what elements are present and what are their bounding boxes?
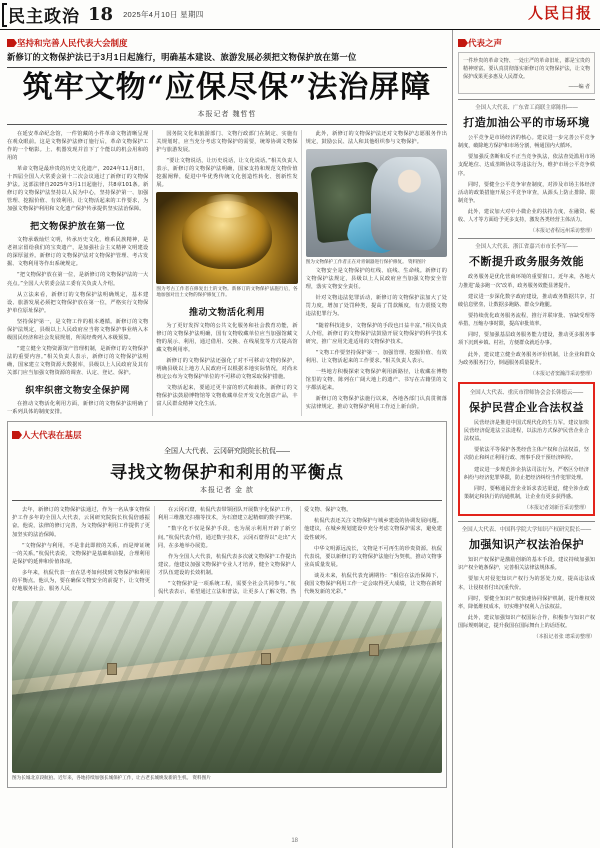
lead-paragraph: 文物安全是文物保护的红线、底线、生命线。新修订的文物保护法规定，县级以上人民政府应当加强文物安全管理，落实文物安全责任。: [305, 268, 447, 291]
lead-paragraph: 针对文物违法犯罪活动，新修订的文物保护法加大了处罚力度，增加了处罚种类，提高了罚款额度，有力震慑文物违法犯罪行为。: [305, 295, 447, 318]
voice-title: 保护民营企业合法权益: [469, 400, 584, 414]
voice-author: 全国人大代表、浙江省嘉兴市市长李军——: [458, 238, 595, 250]
lead-paragraph: “文物工作要坚持保护第一、加强管理、挖掘价值、有效利用、让文物活起来的工作要求。”相关负责人表示。: [305, 349, 447, 364]
grassroots-columns: [12, 506, 442, 597]
watchtower-detail: [369, 644, 379, 656]
great-wall-photo: [12, 601, 442, 781]
voices-editor-note: [458, 52, 595, 94]
lead-headline: 筑牢文物“应保尽保”法治屏障: [22, 70, 432, 106]
voice-paragraph: 此外，建议加大对中小微企业的扶持力度，在融资、税收、人才等方面给予更多支持，激发各类经营主体活力。: [458, 209, 595, 224]
great-wall-image: [12, 601, 442, 773]
grassroots-kicker: 全国人大代表、云冈研究院院长杭侃——: [164, 448, 290, 456]
lead-subheadline: 新修订的文物保护法已于3月1日起施行，明确基本建设、旅游发展必须把文物保护放在第一位: [7, 52, 447, 68]
main-content: [0, 30, 452, 848]
voice-paragraph: 同时，要健全公平竞争审查制度，对涉及市场主体经济活动的政策措施开展公平竞争审查，从源头上防止排除、限制竞争。: [458, 181, 595, 204]
voice-item-highlighted: [458, 382, 595, 516]
page-marker: 18: [291, 838, 298, 844]
masthead-bracket-icon: [2, 3, 7, 27]
photo-caption: 图为文物保护工作者正在对青铜器进行保护修复。 资料图片: [305, 258, 427, 264]
grassroots-paragraph: 谈及未来，杭侃代表充满期待：“相信在法治保障下，我国文物保护利用工作一定会取得更大成绩，让文物在新时代焕发新的光彩。”: [304, 572, 442, 595]
grassroots-title: 寻找文物保护和利用的平衡点: [110, 463, 344, 484]
section-flag-label: 人大代表在基层: [22, 430, 82, 441]
lead-paragraph: 国务院文化和旅游部门、文物行政部门在制定、实施有关规划时，应当充分考虑文物保护的需要，统筹协调文物保护与旅游发展。: [156, 130, 298, 153]
lead-subsection-title: 把文物保护放在第一位: [30, 222, 126, 233]
masthead-title: 民主政治: [8, 7, 80, 27]
lead-paragraph: 新修订的文物保护法还强化了对不可移动文物的保护，明确县级以上地方人民政府可以根据本地实际情况，对尚未核定公布为文物保护单位的不可移动文物采取保护措施。: [156, 358, 298, 381]
photo-caption: 图为考古工作者在修复出土的文物。新修订的文物保护法施行后，各地加强对出土文物的保护修复工作。: [156, 286, 298, 298]
voice-paragraph: 公平竞争是市场经济的核心。建议进一步完善公平竞争制度，破除地方保护和市场分割，畅通国内大循环。: [458, 135, 595, 150]
lead-paragraph: 革命文物是最珍贵的历史文化遗产，2024年11月8日，十四届全国人大常委会第十二次会议通过了新修订的文物保护法。这部法律自2025年3月1日起施行，共8章101条。新修订的文物保护法坚持以人民为中心，坚持保护第一、加强管理、挖掘价值、有效利用、让文物活起来的工作要求，为加强文物保护利用和文化遗产保护传承提供坚实法治保障。: [7, 165, 149, 213]
masthead-page-number: 18: [88, 4, 114, 25]
lead-paragraph: 文物承载灿烂文明，传承历史文化，维系民族精神，是老祖宗留给我们的宝贵遗产，是加强社会主义精神文明建设的深厚滋养。新修订的文物保护法对文物保护管理、考古发掘、文物利用等作出系统规定。: [7, 237, 149, 268]
voice-paragraph: 知识产权保护是激励创新的基本手段。建议持续加强知识产权全链条保护，完善相关法律法规体系。: [458, 557, 595, 572]
voice-paragraph: 要加强反垄断和反不正当竞争执法，依法查处滥用市场支配地位、达成垄断协议等违法行为，维护市场公平竞争秩序。: [458, 154, 595, 177]
lead-paragraph: 此外，新修订的文物保护法还对文物保护志愿服务作出规定，鼓励公民、法人和其他组织参与文物保护。: [305, 130, 447, 145]
grassroots-paragraph: 多年来，杭侃代表一直在思考如何找到文物保护和利用的平衡点。他认为，要在确保文物安全的前提下，让文物更好地服务社会、服务人民。: [12, 569, 150, 592]
grassroots-paragraph: “文物保护与利用，不是非此即彼的关系，而是辩证统一的关系。”杭侃代表说，文物保护是基础和前提，合理利用是保护的延伸和价值体现。: [12, 542, 150, 565]
voice-paragraph: 建议进一步深化数字政府建设，推动政务数据共享，打破信息壁垒，让数据多跑路、群众少跑腿。: [458, 293, 595, 308]
lead-paragraph: 一些地方积极探索文物保护利用新路径，让收藏在博物馆里的文物、陈列在广阔大地上的遗产、书写在古籍里的文字都活起来。: [305, 368, 447, 391]
voice-author: 全国人大代表、中国科学院大学知识产权研究院长——: [458, 521, 595, 533]
lead-paragraph: 文物活起来，要通过更丰富的形式和载体。新修订的文物保护法鼓励博物馆等文物收藏单位开发文化创意产品，丰富人民群众精神文化生活。: [156, 385, 298, 408]
editor-note-text: 一件珍贵的革命文物、一处庄严的革命旧址，都是宝贵的精神财富。要认真贯彻落实新修订的文物保护法，让文物保护成果更多惠及人民群众。: [463, 58, 590, 80]
watchtower-detail: [107, 663, 117, 675]
voice-paragraph: 此外，建议加强知识产权国际合作，积极参与知识产权国际规则制定，提升我国在国际舞台上的话语权。: [458, 614, 595, 630]
lead-article-columns: [7, 130, 447, 417]
voice-title: 打造加油公平的市场环境: [463, 116, 590, 129]
grassroots-paragraph: 中华文明源远流长，文物是不可再生的珍贵资源。杭侃代表说，要以新修订的文物保护法施行为契机，推动文物事业高质量发展。: [304, 545, 442, 568]
section-flag-voices: [458, 37, 502, 49]
grassroots-divider: [12, 500, 442, 501]
voice-paragraph: 同时，要畅通民营企业诉求表达渠道，健全涉企政策制定和执行的沟通机制，让企业有更多获得感。: [464, 485, 589, 500]
grassroots-paragraph: 作为全国人大代表，杭侃代表多次就文物保护工作提出建议。他建议加强文物保护专业人才培养，健全文物保护人才队伍建设的长效机制。: [158, 553, 296, 576]
flag-marker-icon: [7, 39, 14, 47]
restoration-photo: [306, 149, 447, 265]
voice-signature: （本报记者张 璁采访整理）: [533, 634, 595, 641]
grassroots-paragraph: 杭侃代表还关注文物保护与城乡建设的协调发展问题。他建议，在城乡规划建设中充分考虑文物保护需求，避免建设性破坏。: [304, 518, 442, 541]
voice-paragraph: 要加大对侵犯知识产权行为的惩处力度，提高违法成本，让侵权者付出沉重代价。: [458, 576, 595, 591]
section-flag-grassroots: [12, 429, 82, 441]
grassroots-byline: 本报记者 金 歆: [200, 487, 254, 495]
grassroots-paragraph: “文物保护是一项系统工程，需要全社会共同参与。”杭侃代表表示，希望通过立法和普法，让更多人了解文物、热爱文物、保护文物。: [158, 507, 352, 595]
section-flag-label: 坚持和完善人民代表大会制度: [17, 38, 128, 48]
voice-author: 全国人大代表、广东省工商联主席陈伟——: [458, 99, 595, 111]
lead-paragraph: 新修订的文物保护法施行以来，各地各部门认真贯彻落实法律规定，推动文物保护利用工作迈上新台阶。: [305, 396, 447, 411]
voice-item: [458, 99, 595, 234]
grassroots-paragraph: 在云冈石窟，杭侃代表带领团队开展数字化保护工作，利用三维激光扫描等技术，为石窟建立起精细的数字档案。: [158, 507, 296, 522]
glove-detail: [345, 209, 400, 255]
voice-paragraph: 民营经济是推进中国式现代化的生力军。建议加快民营经济促进法立法进程，以法治方式保护民营企业合法权益。: [464, 419, 589, 443]
conservator-image: [306, 149, 447, 257]
lead-paragraph: “建立健全文物资源资产管理机制，是新修订的文物保护法的重要内容。”相关负责人表示，新修订的文物保护法明确，国家建立文物资源大数据库，县级以上人民政府及其有关部门应当加强文物资源的调查、认定、登记、保护。: [7, 345, 149, 377]
artifact-photo: [156, 192, 297, 299]
voice-paragraph: 要依法平等保护各类经营主体产权和合法权益，坚决防止和纠正利用行政、刑事手段干预经济纠纷。: [464, 447, 589, 462]
voice-paragraph: 政务服务是优化营商环境的重要窗口。近年来，各地大力推进“最多跑一次”改革，政务服务效能显著提升。: [458, 274, 595, 289]
lead-subsection-title: 织牢织密文物安全保护网: [25, 386, 130, 397]
voice-title: 加强知识产权法治保护: [469, 538, 584, 552]
flag-marker-icon: [12, 431, 19, 439]
voice-paragraph: 同时，要加强基层政务服务能力建设，推动更多服务事项下沉到乡镇、村社，方便群众就近办事。: [458, 332, 595, 347]
voice-title: 不断提升政务服务效能: [469, 255, 584, 269]
voice-item: [458, 521, 595, 640]
lead-paragraph: 从立法来看，新修订的文物保护法明确规定，基本建设、旅游发展必须把文物保护放在第一位，严格实行文物保护单位原址保护。: [7, 291, 149, 314]
lead-paragraph: 在推动文物活化利用方面，新修订的文物保护法明确了一系列具体的制度安排。: [7, 401, 149, 416]
masthead-date: 2025年4月10日 星期四: [123, 10, 204, 19]
grassroots-paragraph: 去年，新修订的文物保护法通过，作为一名从事文物保护工作多年的全国人大代表，云冈研究院院长杭侃倍感振奋。他说，法律的修订完善，为文物保护利用工作提供了更加坚实的法治保障。: [12, 507, 150, 538]
lead-subsection-title: 推动文物活化利用: [188, 307, 265, 318]
lead-paragraph: “随着科技进步，文物保护的手段也日益丰富。”相关负责人介绍，新修订的文物保护法鼓励开展文物保护的科学技术研究，推广应用先进适用的文物保护技术。: [305, 322, 447, 345]
editor-note-signature: ——编 者: [568, 84, 590, 90]
voice-paragraph: 同时，要健全知识产权快速协同保护机制，提升维权效率，降低维权成本，切实维护权利人合法权益。: [458, 595, 595, 610]
voice-author: 全国人大代表、重庆市律师协会会长韩德云——: [469, 389, 584, 396]
lead-paragraph: 为了更好发挥文物的公共文化服务和社会教育功能，新修订的文物保护法明确，国有文物收藏单位应当加强馆藏文物的展示、利用，通过借用、交换、在线展览等方式提高馆藏文物利用率。: [156, 322, 298, 354]
lead-paragraph: 在延安革命纪念馆，一件馆藏的小件革命文物清晰呈现在观众眼前。这是文物保护法修订施行后，革命文物保护工作的一个缩影。上、机器发现并首下了个能以的机会用和的用的: [7, 130, 149, 161]
voice-paragraph: 要持续优化政务服务流程，推行并联审批、容缺受理等举措，压缩办事时限，提高审批效率。: [458, 312, 595, 328]
voices-column: [452, 30, 600, 848]
lead-paragraph: 坚持保护第一，是文物工作的根本遵循。新修订的文物保护法规定，县级以上人民政府应当将文物保护事业纳入本级国民经济和社会发展规划，所需经费列入本级预算。: [7, 318, 149, 341]
flag-marker-icon: [458, 39, 465, 47]
section-flag-lead: [7, 37, 128, 49]
lead-paragraph: “要让文物说话，让历史说话，让文化说话。”相关负责人表示，新修订的文物保护法明确，国家支持和规范文物价值挖掘阐释，促进中华优秀传统文化创造性转化、创新性发展。: [156, 157, 298, 188]
section-flag-label: 代表之声: [468, 38, 503, 48]
golden-crown-image: [156, 192, 297, 284]
voice-signature: （本报记者刘新吾采访整理）: [523, 505, 589, 512]
voice-paragraph: 建议进一步规范涉企执法司法行为，严格区分经济纠纷与经济犯罪界限，防止把经济纠纷当作犯罪处理。: [464, 466, 589, 481]
voice-paragraph: 此外，建议建立健全政务服务评价机制，让企业和群众为政务服务打分，倒逼服务质量提升。: [458, 351, 595, 366]
voice-signature: （本报记者程远州采访整理）: [529, 228, 595, 235]
voice-item: [458, 238, 595, 376]
grassroots-paragraph: “数字化不仅是保护手段，也为展示利用开辟了新空间。”杭侃代表介绍，通过数字技术，云冈石窟得以“走出”大同，在多地举办展览。: [158, 526, 296, 549]
grassroots-article: [7, 421, 447, 788]
page-body: [0, 30, 600, 848]
lead-paragraph: “把文物保护放在第一位，是新修订的文物保护法的一大亮点。”全国人大常委会法工委有关负责人介绍。: [7, 272, 149, 287]
masthead: [0, 0, 600, 30]
photo-caption: 图为长城北京段航拍。近年来，各地持续加强长城保护工作，让古老长城焕发新的生机。 资料图片: [12, 774, 211, 780]
lead-divider: [7, 124, 447, 125]
watchtower-detail: [261, 653, 271, 665]
voice-signature: （本报记者窦瀚洋采访整理）: [529, 370, 595, 377]
lead-byline: 本报记者 魏哲哲: [197, 110, 257, 118]
publication-logo: 人民日报: [527, 4, 592, 22]
